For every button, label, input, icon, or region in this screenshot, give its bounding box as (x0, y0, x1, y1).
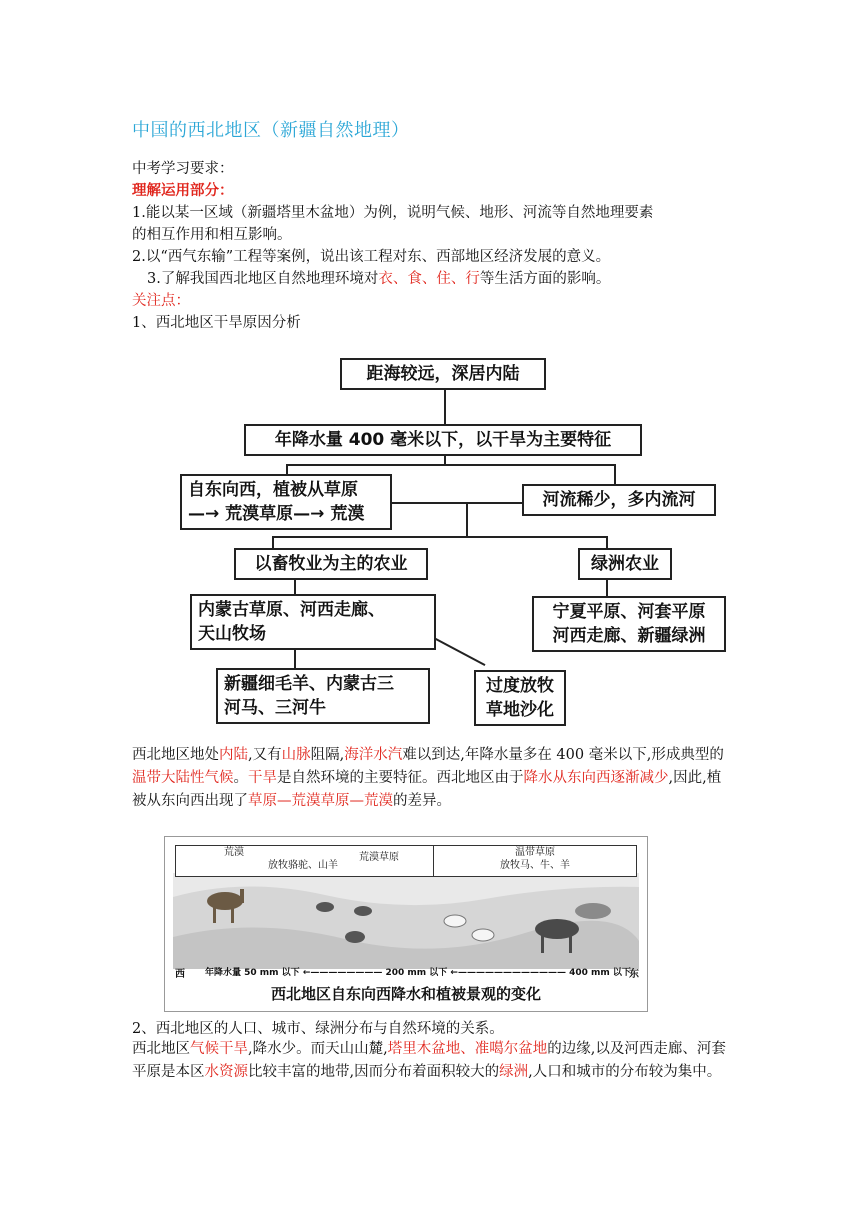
precipitation-scale: 年降水量 50 mm 以下 ←———————— 200 mm 以下 ←———————————— 400 mm 以下 (205, 968, 631, 978)
zone-desert-label: 荒漠 放牧骆驼、山羊 (175, 845, 435, 877)
flow-box-inland: 距海较远，深居内陆 (340, 358, 546, 390)
flow-box-overgrazing: 过度放牧 草地沙化 (474, 670, 566, 726)
flow-box-vegetation: 自东向西，植被从草原 —→ 荒漠草原—→ 荒漠 (180, 474, 392, 530)
drought-cause-flowchart (176, 352, 736, 732)
flow-box-oasis-agriculture: 绿洲农业 (578, 548, 672, 580)
zone-temperate-steppe-label: 温带草原 放牧马、牛、羊 (433, 845, 637, 877)
flow-box-precipitation: 年降水量 400 毫米以下，以干旱为主要特征 (244, 424, 642, 456)
requirement-1: 1.能以某一区域（新疆塔里木盆地）为例，说明气候、地形、河流等自然地理要素 (132, 205, 654, 221)
page-title: 中国的西北地区（新疆自然地理） (132, 120, 410, 141)
requirement-3: 3.了解我国西北地区自然地理环境对衣、食、住、行等生活方面的影响。 (147, 271, 611, 287)
flow-box-pastures: 内蒙古草原、河西走廊、 天山牧场 (190, 594, 436, 650)
requirement-1-cont: 的相互作用和相互影响。 (132, 227, 292, 243)
section-1-heading: 1、西北地区干旱原因分析 (132, 315, 301, 331)
flow-box-animal-husbandry: 以畜牧业为主的农业 (234, 548, 428, 580)
focus-heading: 关注点： (132, 293, 190, 309)
understand-heading: 理解运用部分： (132, 182, 234, 199)
requirement-2: 2.以“西气东输”工程等案例，说出该工程对东、西部地区经济发展的意义。 (132, 249, 611, 265)
flow-box-livestock: 新疆细毛羊、内蒙古三 河马、三河牛 (216, 668, 430, 724)
west-label: 西 (175, 969, 185, 980)
flow-box-rivers: 河流稀少，多内流河 (522, 484, 716, 516)
requirements-heading: 中考学习要求： (132, 161, 234, 177)
paragraph-climate: 西北地区地处内陆,又有山脉阻隔,海洋水汽难以到达,年降水量多在 400 毫米以下,形成典型的温带大陆性气候。干旱是自然环境的主要特征。西北地区由于降水从东向西逐渐减少,因此,植被从东向西出现了草原—荒漠草原—荒漠的差异。 (132, 747, 724, 809)
requirement-3-highlight: 衣、食、住、行 (378, 271, 480, 287)
illustration-caption: 西北地区自东向西降水和植被景观的变化 (270, 985, 541, 1003)
vegetation-landscape-illustration (164, 836, 648, 1012)
paragraph-oasis: 西北地区气候干旱,降水少。而天山山麓,塔里木盆地、准噶尔盆地的边缘,以及河西走廊、河套平原是本区水资源比较丰富的地带,因而分布着面积较大的绿洲,人口和城市的分布较为集中。 (132, 1041, 726, 1080)
zone-desert-steppe-label: 荒漠草原 (359, 852, 399, 863)
flow-box-plains: 宁夏平原、河套平原 河西走廊、新疆绿洲 (532, 596, 726, 652)
section-2-heading: 2、西北地区的人口、城市、绿洲分布与自然环境的关系。 (132, 1021, 504, 1037)
east-label: 东 (629, 969, 639, 980)
